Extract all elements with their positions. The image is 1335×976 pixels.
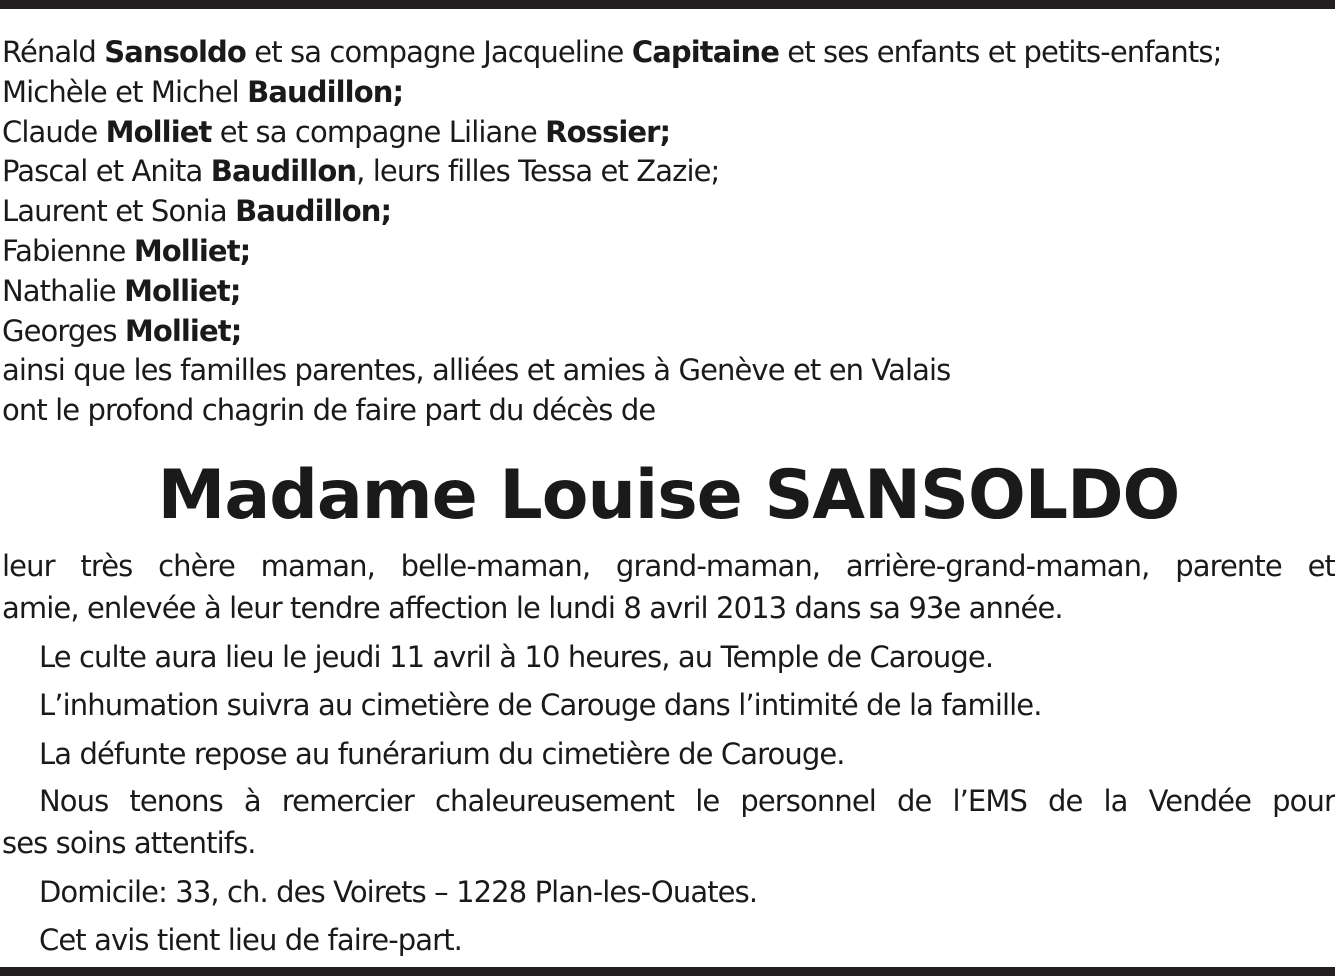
family-line (2, 272, 1335, 312)
family-line (2, 152, 1335, 192)
death-notice (2, 33, 1335, 961)
intro-line: ainsi que les familles parentes, alliées et amies à Genève et en Valais (2, 353, 951, 388)
intro-line: ont le profond chagrin de faire part du décès de (2, 393, 656, 428)
family-text: Fabienne (2, 233, 134, 268)
service-info: Le culte aura lieu le jeudi 11 avril à 10 heures, au Temple de Carouge. (39, 639, 994, 674)
repose-info: La défunte repose au funérarium du cimetière de Carouge. (39, 737, 845, 772)
family-text: Rénald (2, 35, 105, 69)
family-surname: Baudillon; (235, 194, 392, 229)
thanks-line: Nous tenons à remercier chaleureusement le personnel de l’EMS de la Vendée pour (39, 783, 1335, 818)
family-line (2, 33, 1335, 73)
family-surname: Rossier; (545, 114, 671, 149)
family-text: Laurent et Sonia (2, 194, 236, 229)
family-text: , leurs filles Tessa et Zazie; (356, 154, 720, 189)
family-line (2, 73, 1335, 113)
family-text: Claude (2, 114, 106, 149)
thanks-line: ses soins attentifs. (2, 825, 256, 860)
family-text: et sa compagne Liliane (211, 114, 546, 149)
description (2, 549, 1335, 629)
family-surname: Sansoldo (104, 35, 246, 69)
domicile-info: Domicile: 33, ch. des Voirets – 1228 Plan-les-Ouates. (39, 874, 758, 909)
family-surname: Molliet; (124, 273, 241, 308)
description-line: leur très chère maman, belle-maman, grand-maman, arrière-grand-maman, parente et (2, 548, 1335, 583)
family-surname: Baudillon (210, 154, 357, 189)
thanks (2, 784, 1335, 864)
family-text: Pascal et Anita (2, 154, 211, 189)
family-text: Georges (2, 313, 125, 348)
family-surname: Capitaine (631, 35, 779, 69)
family-text: et sa compagne Jacqueline (245, 35, 632, 69)
family-surname: Molliet; (133, 233, 251, 268)
family-line (2, 312, 1335, 352)
family-line (2, 232, 1335, 272)
burial-info: L’inhumation suivra au cimetière de Carouge dans l’intimité de la famille. (39, 688, 1042, 723)
closing-note: Cet avis tient lieu de faire-part. (39, 923, 462, 958)
top-rule (0, 0, 1335, 9)
description-line: amie, enlevée à leur tendre affection le lundi 8 avril 2013 dans sa 93e année. (2, 590, 1063, 625)
family-text: Michèle et Michel (2, 74, 248, 109)
family-surname: Molliet (105, 114, 212, 149)
family-text: Nathalie (2, 273, 125, 308)
family-line (2, 113, 1335, 153)
family-surname: Molliet; (124, 313, 242, 348)
bottom-rule (0, 967, 1335, 976)
family-text: et ses enfants et petits-enfants; (778, 35, 1222, 69)
family-line (2, 192, 1335, 232)
deceased-name: Madame Louise SANSOLDO (157, 455, 1180, 535)
family-surname: Baudillon; (247, 74, 404, 109)
